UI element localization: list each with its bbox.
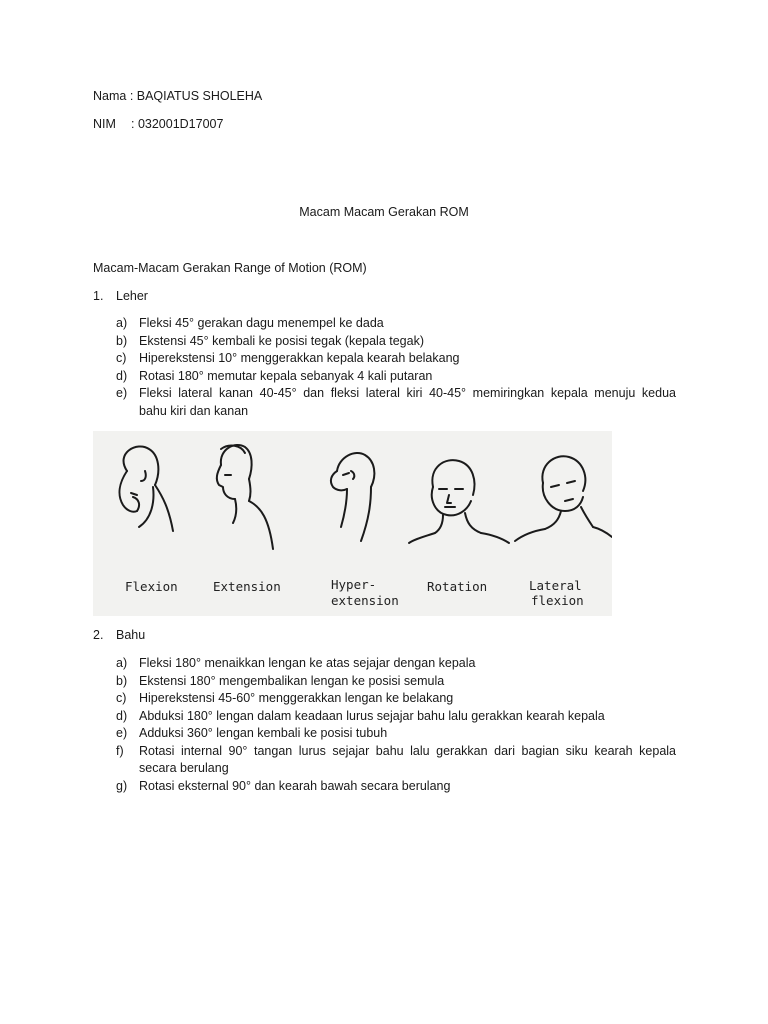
list-item [116,333,676,351]
item-text-line1: Rotasi internal 90° tangan lurus sejajar bahu lalu gerakkan dari bagian siku kearah kepala [139,743,676,758]
item-letter: c) [116,691,127,705]
list-item [116,743,676,778]
neck-rom-figure [93,431,612,616]
list-item [116,655,676,673]
list-item [116,315,676,333]
item-text: Ekstensi 45° kembali ke posisi tegak (kepala tegak) [139,333,425,348]
item-text-line1: Fleksi lateral kanan 40-45° dan fleksi lateral kiri 40-45° memiringkan kepala menuju kedua [139,386,676,400]
list-item [116,368,676,386]
item-text: Rotasi eksternal 90° dan kearah bawah secara berulang [139,778,451,793]
item-text: Fleksi 45° gerakan dagu menempel ke dada [139,316,384,330]
list-item [116,673,676,691]
caption-extension: Extension [213,579,281,594]
list-item [116,708,676,726]
flexion-figure-icon [120,446,173,531]
intro-heading: Macam-Macam Gerakan Range of Motion (ROM) [93,261,367,275]
item-text: Hiperekstensi 45-60° menggerakkan lengan ke belakang [139,691,454,705]
item-letter: e) [116,386,128,400]
student-nim [93,117,223,131]
item-letter: a) [116,316,128,330]
section-heading-bahu [93,628,145,642]
item-text: Hiperekstensi 10° menggerakkan kepala kearah belakang [139,351,460,365]
lateral-flexion-figure-icon [515,456,612,541]
item-letter: a) [116,656,128,670]
extension-figure-icon [217,445,273,549]
item-text: Rotasi 180° memutar kepala sebanyak 4 kali putaran [139,368,433,383]
item-text: Fleksi 180° menaikkan lengan ke atas sejajar dengan kepala [139,656,476,670]
neck-rom-illustration [93,431,612,616]
item-text-line2: bahu kiri dan kanan [139,403,249,418]
caption-flexion: Flexion [125,579,178,594]
list-item [116,385,676,420]
student-name: Nama : BAQIATUS SHOLEHA [93,89,263,103]
caption-hyper-2: extension [331,593,399,608]
item-text-line2: secara berulang [139,761,229,775]
rotation-figure-icon [409,460,509,543]
section-heading-leher [93,289,148,303]
list-item [116,778,676,796]
section-title: Bahu [116,628,146,642]
item-letter: e) [116,726,128,740]
item-text: Adduksi 360° lengan kembali ke posisi tubuh [139,726,388,740]
item-letter: c) [116,351,127,365]
list-item [116,690,676,708]
section-number: 1. [93,289,104,303]
list-item [116,725,676,743]
item-letter: d) [116,368,128,383]
section-title: Leher [116,289,148,303]
nim-label: NIM [93,117,116,131]
caption-lateral-1: Lateral [529,578,582,593]
section-number: 2. [93,628,104,642]
item-text: Abduksi 180° lengan dalam keadaan lurus sejajar bahu lalu gerakkan kearah kepala [139,708,605,723]
caption-rotation: Rotation [427,579,488,594]
item-letter: f) [116,743,124,758]
hyperextension-figure-icon [331,453,374,541]
item-letter: g) [116,778,128,793]
item-letter: b) [116,333,128,348]
leher-list [116,315,676,420]
caption-hyper-1: Hyper- [331,577,377,592]
item-letter: b) [116,673,128,688]
document-title: Macam Macam Gerakan ROM [299,205,469,219]
item-letter: d) [116,708,128,723]
bahu-list [116,655,676,795]
caption-lateral-2: flexion [531,593,584,608]
item-text: Ekstensi 180° mengembalikan lengan ke posisi semula [139,673,445,688]
list-item [116,350,676,368]
nim-value: : 032001D17007 [131,117,224,131]
